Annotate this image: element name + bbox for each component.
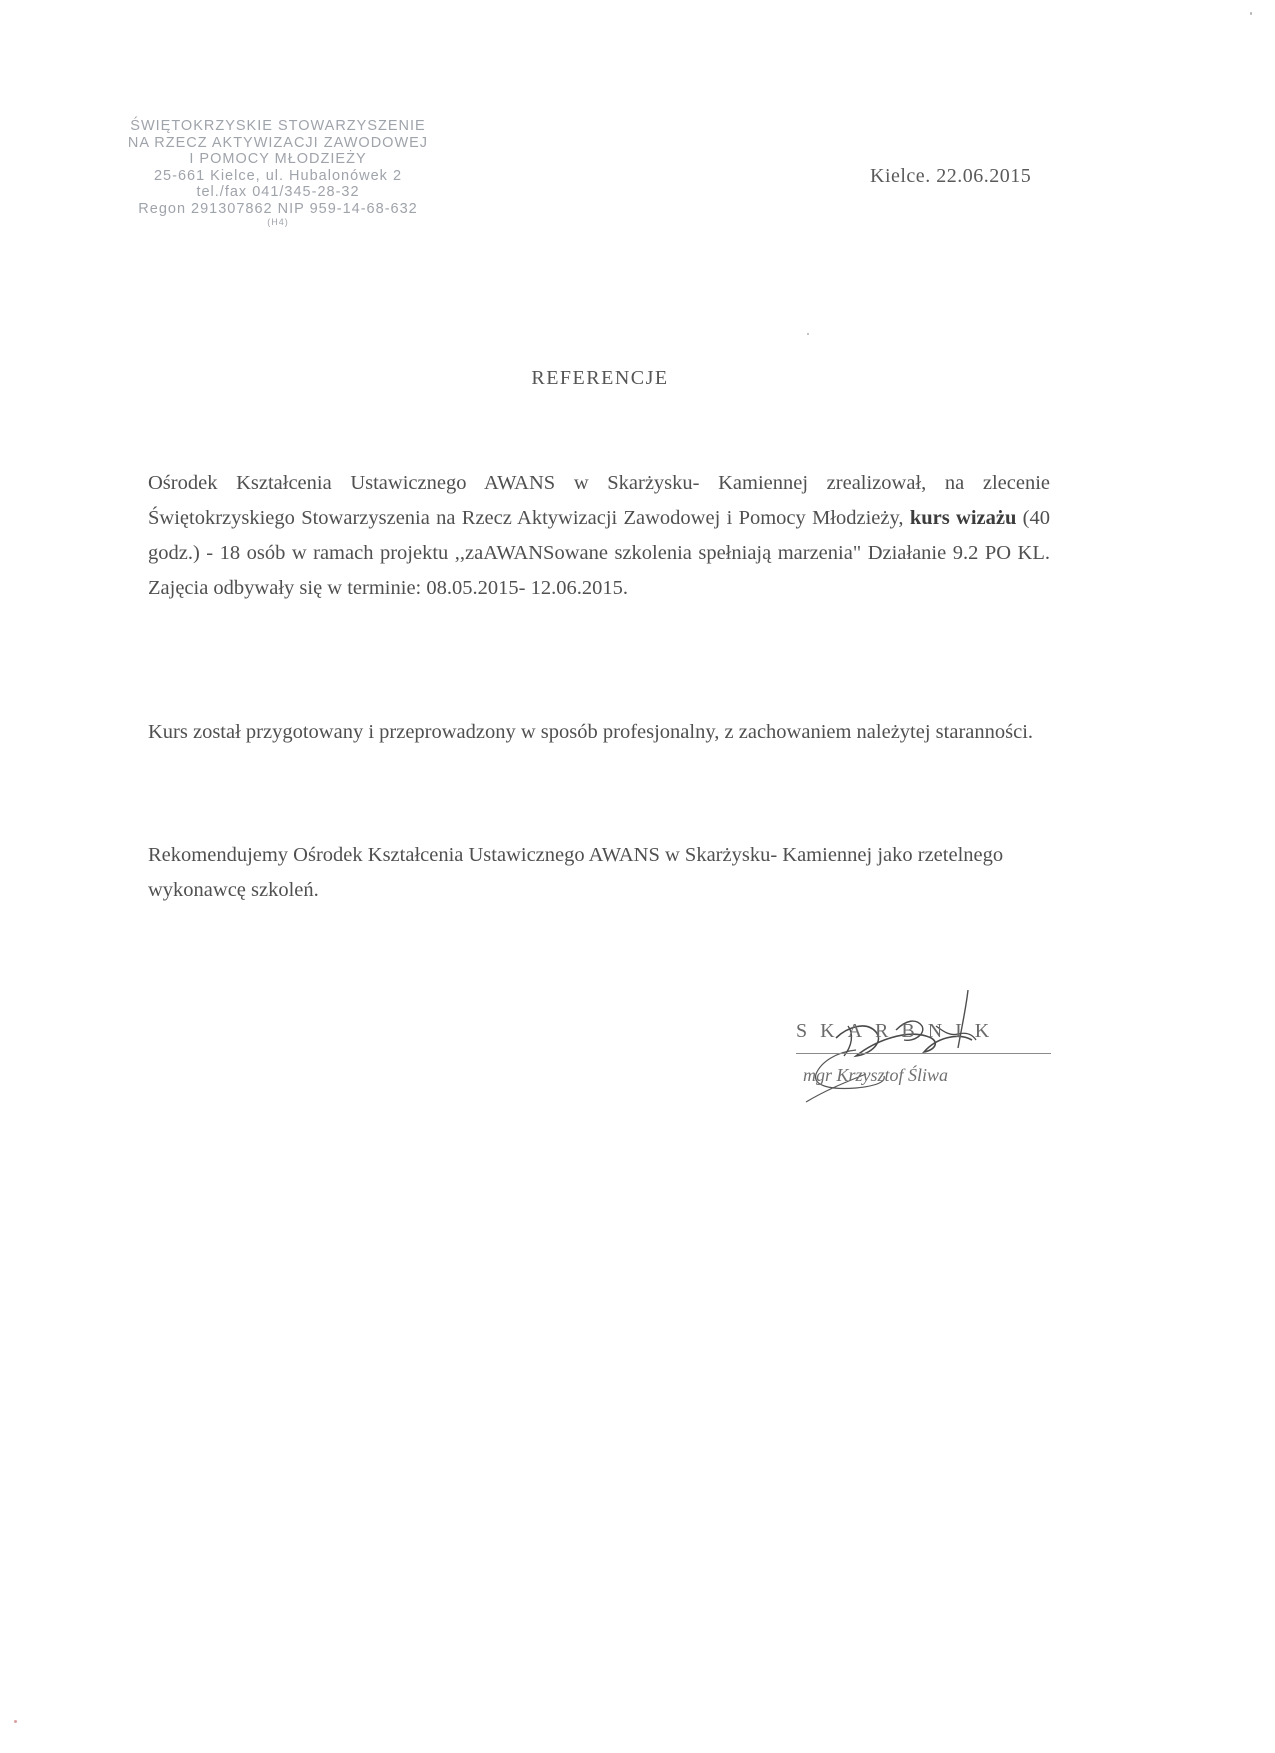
signatory-name: mgr Krzysztof Śliwa	[803, 1065, 949, 1085]
stamp-line: 25-661 Kielce, ul. Hubalonówek 2	[153, 167, 403, 184]
signature-line	[796, 1053, 1051, 1054]
signature-block	[736, 990, 1056, 1110]
document-title: REFERENCJE	[531, 367, 669, 389]
handwritten-signature	[736, 990, 1056, 1110]
paragraph-1-text-b: (40 godz.) - 18 osób w ramach projektu ,,zaAWANSowane szkolenia spełniają marzenia" Działanie 9.2 PO KL. Zajęcia odbywały się w terminie: 08.05.2015- 12.06.2015.	[148, 507, 1051, 599]
scan-speck	[807, 333, 809, 335]
stamp-line: tel./fax 041/345-28-32	[196, 184, 360, 200]
organization-stamp	[118, 118, 438, 227]
stamp-line: I POMOCY MŁODZIEŻY	[189, 151, 367, 167]
paragraph-1-text-a: Ośrodek Kształcenia Ustawicznego AWANS w Skarżysku- Kamiennej zrealizował, na zlecenie Świętokrzyskiego Stowarzyszenia na Rzecz Aktywizacji Zawodowej i Pomocy Młodzieży,	[148, 472, 1050, 529]
paragraph-3: Rekomendujemy Ośrodek Kształcenia Ustawicznego AWANS w Skarżysku- Kamiennej jako rzetelnego wykonawcę szkoleń.	[148, 844, 1004, 901]
stamp-line: (H4)	[267, 217, 289, 227]
stamp-line: ŚWIĘTOKRZYSKIE STOWARZYSZENIE	[130, 118, 426, 134]
course-name: kurs wizażu	[909, 507, 1017, 529]
document-date: Kielce. 22.06.2015	[870, 165, 1032, 187]
stamp-line: Regon 291307862 NIP 959-14-68-632	[138, 200, 418, 217]
signatory-role: SKARBNIK	[796, 1020, 1003, 1042]
stamp-line: NA RZECZ AKTYWIZACJI ZAWODOWEJ	[127, 134, 429, 151]
paragraph-2: Kurs został przygotowany i przeprowadzony w sposób profesjonalny, z zachowaniem należytej staranności.	[148, 721, 1034, 743]
scan-speck	[1250, 12, 1252, 15]
scan-speck	[14, 1720, 17, 1723]
paragraph-1	[148, 466, 1050, 606]
